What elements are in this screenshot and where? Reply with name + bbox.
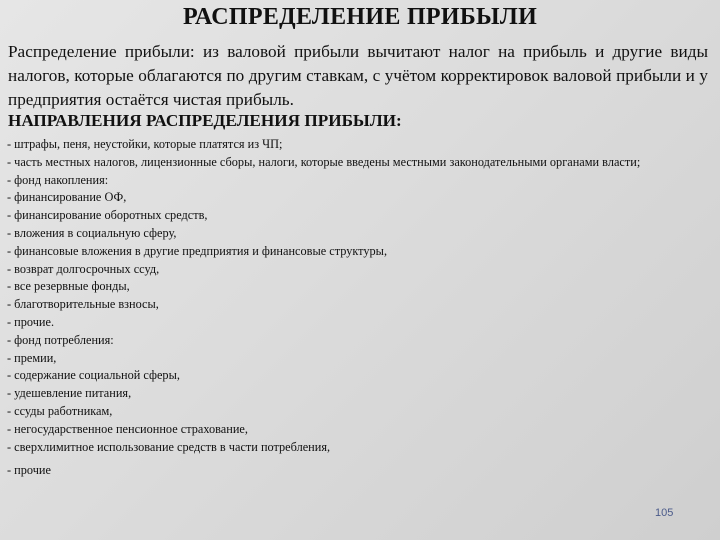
list-item: - премии, — [7, 350, 57, 365]
list-item: - благотворительные взносы, — [7, 297, 159, 312]
intro-paragraph: Распределение прибыли: из валовой прибыли вычитают налог на прибыль и другие виды налогов, которые облагаются по другим ставкам, с учётом корректировок валовой прибыли и у предприятия остаётся чистая прибыль. — [8, 42, 708, 109]
distribution-list — [7, 136, 709, 480]
list-item: - финансирование ОФ, — [7, 190, 127, 205]
list-item: - вложения в социальную сферу, — [7, 225, 177, 240]
list-item: - содержание социальной сферы, — [7, 368, 180, 383]
list-item: - ссуды работникам, — [7, 403, 113, 418]
section-heading: НАПРАВЛЕНИЯ РАСПРЕДЕЛЕНИЯ ПРИБЫЛИ: — [8, 111, 402, 130]
list-item: - фонд накопления: — [7, 172, 109, 187]
list-item: - прочие — [7, 463, 51, 478]
list-item: - финансовые вложения в другие предприятия и финансовые структуры, — [7, 243, 388, 258]
list-item: - прочие. — [7, 314, 55, 329]
list-item: - штрафы, пеня, неустойки, которые платятся из ЧП; — [7, 137, 283, 151]
list-item: - возврат долгосрочных ссуд, — [7, 261, 160, 276]
list-item: - все резервные фонды, — [7, 279, 130, 294]
list-item: - удешевление питания, — [7, 386, 132, 401]
list-item: - часть местных налогов, лицензионные сборы, налоги, которые введены местными законодательными органами власти; — [7, 154, 641, 169]
list-item: - сверхлимитное использование средств в части потребления, — [7, 439, 331, 454]
page-number: 105 — [655, 507, 674, 519]
list-item: - негосударственное пенсионное страхование, — [7, 421, 248, 436]
list-item: - фонд потребления: — [7, 332, 114, 347]
list-item: - финансирование оборотных средств, — [7, 208, 208, 223]
slide-title: РАСПРЕДЕЛЕНИЕ ПРИБЫЛИ — [182, 4, 538, 30]
